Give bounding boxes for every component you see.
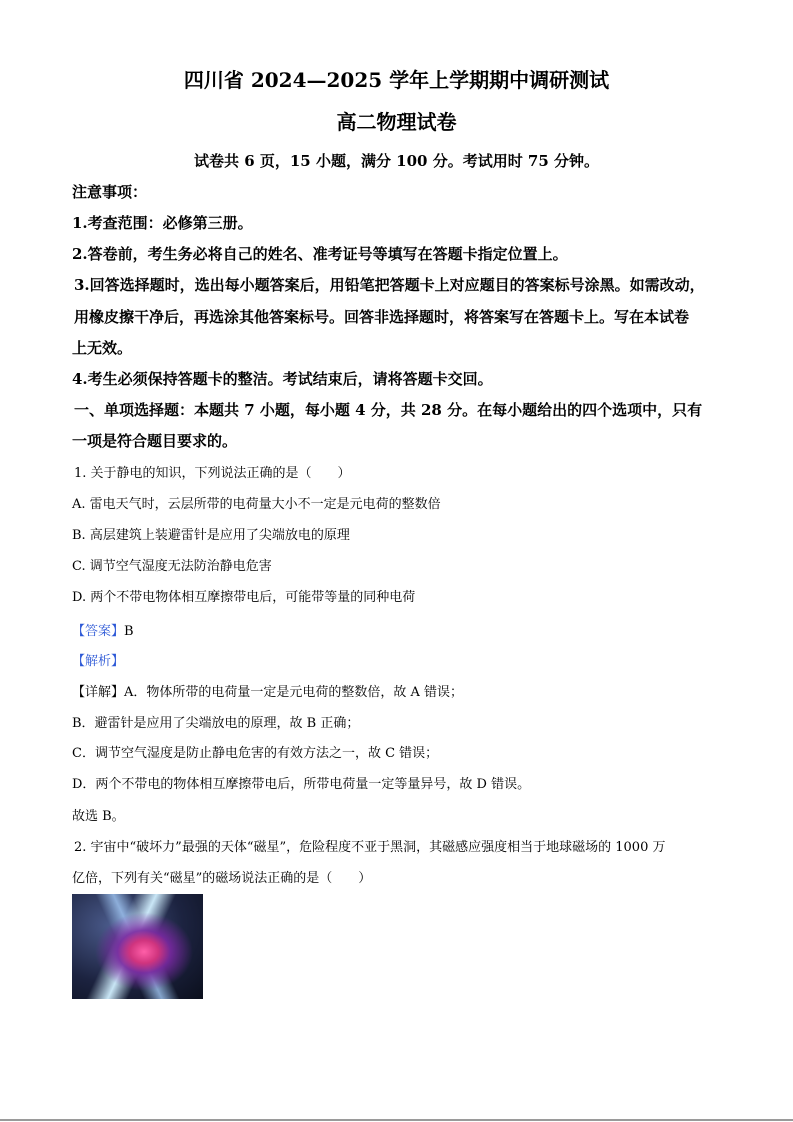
answer-tag: 【答案】 (72, 624, 125, 639)
note-item-1: 1.考查范围：必修第三册。 (72, 214, 253, 232)
question-2-stem-line-1: 2. 宇宙中“破坏力”最强的天体“磁星”，危险程度不亚于黑洞，其磁感应强度相当于地球磁场的 1000 万 (74, 840, 666, 855)
magnetar-image (72, 894, 203, 999)
page-title: 四川省 2024—2025 学年上学期期中调研测试 (183, 68, 610, 92)
page-subtitle: 高二物理试卷 (336, 110, 457, 134)
analysis-tag: 【解析】 (72, 654, 125, 669)
detail-line-3: C．调节空气湿度是防止静电危害的有效方法之一，故 C 错误； (72, 746, 439, 761)
conclusion: 故选 B。 (72, 809, 125, 824)
answer-row (72, 620, 134, 639)
question-2-stem-line-2: 亿倍，下列有关“磁星”的磁场说法正确的是（ ） (72, 871, 372, 886)
page-bottom-border (0, 1119, 793, 1121)
question-1-stem: 1. 关于静电的知识，下列说法正确的是（ ） (74, 466, 351, 481)
detail-line-2: B．避雷针是应用了尖端放电的原理，故 B 正确； (72, 716, 360, 731)
note-item-3-line-1: 3.回答选择题时，选出每小题答案后，用铅笔把答题卡上对应题目的答案标号涂黑。如需改动， (74, 276, 705, 294)
section-heading-line-1: 一、单项选择题：本题共 7 小题，每小题 4 分，共 28 分。在每小题给出的四个选项中，只有 (74, 401, 703, 419)
question-1-option-c: C. 调节空气湿度无法防治静电危害 (72, 559, 272, 574)
detail-line-1: 【详解】A．物体所带的电荷量一定是元电荷的整数倍，故 A 错误； (72, 685, 464, 700)
question-1-option-d: D. 两个不带电物体相互摩擦带电后，可能带等量的同种电荷 (72, 590, 416, 605)
question-1-option-b: B. 高层建筑上装避雷针是应用了尖端放电的原理 (72, 528, 350, 543)
note-item-3-line-2: 用橡皮擦干净后，再选涂其他答案标号。回答非选择题时，将答案写在答题卡上。写在本试卷 (74, 308, 690, 326)
note-item-2: 2.答卷前，考生务必将自己的姓名、准考证号等填写在答题卡指定位置上。 (72, 245, 568, 263)
detail-line-4: D．两个不带电的物体相互摩擦带电后，所带电荷量一定等量异号，故 D 错误。 (72, 777, 531, 792)
question-1-option-a: A. 雷电天气时，云层所带的电荷量大小不一定是元电荷的整数倍 (72, 497, 441, 512)
note-item-3-line-3: 上无效。 (72, 339, 133, 357)
note-item-4: 4.考生必须保持答题卡的整洁。考试结束后，请将答题卡交回。 (72, 370, 493, 388)
notes-heading: 注意事项： (72, 183, 148, 201)
exam-info: 试卷共 6 页，15 小题，满分 100 分。考试用时 75 分钟。 (193, 152, 600, 170)
section-heading-line-2: 一项是符合题目要求的。 (72, 432, 238, 450)
answer-value: B (124, 624, 134, 639)
